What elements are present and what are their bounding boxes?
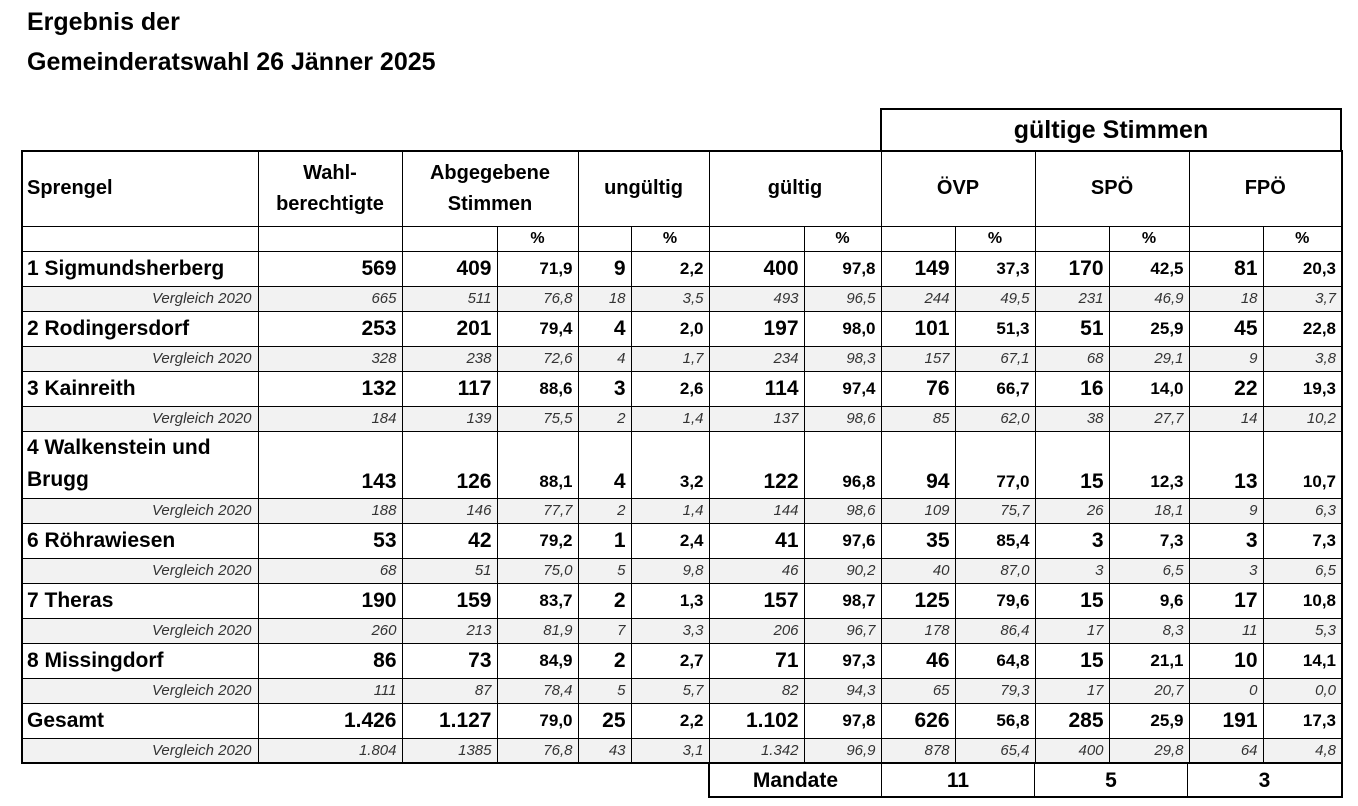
table-cell: 2,6 [631,371,709,406]
table-cell: 97,8 [804,703,881,738]
comparison-cell: 6,3 [1263,498,1342,523]
table-cell: 10 [1189,643,1263,678]
table-cell: 1.102 [709,703,804,738]
comparison-label: Vergleich 2020 [22,678,258,703]
table-cell: 19,3 [1263,371,1342,406]
mandate-spoe: 5 [1035,764,1188,796]
table-cell: 197 [709,311,804,346]
comparison-cell: 68 [1035,346,1109,371]
table-cell: 97,3 [804,643,881,678]
pct-header: % [1263,226,1342,251]
comparison-cell: 2 [578,498,631,523]
comparison-cell: 878 [881,738,955,763]
blank-cell [709,226,804,251]
comparison-cell: 3,5 [631,286,709,311]
comparison-cell: 11 [1189,618,1263,643]
comparison-cell: 5,3 [1263,618,1342,643]
table-row [22,583,1342,618]
table-cell: 2 [578,583,631,618]
comparison-cell: 75,5 [497,406,578,431]
comparison-cell: 3 [1189,558,1263,583]
table-cell: 117 [402,371,497,406]
table-cell: 20,3 [1263,251,1342,286]
pct-header: % [497,226,578,251]
comparison-cell: 234 [709,346,804,371]
comparison-cell: 68 [258,558,402,583]
comparison-cell: 65 [881,678,955,703]
page-title-line-1: Ergebnis der [27,8,180,36]
blank-cell [1035,226,1109,251]
comparison-label: Vergleich 2020 [22,738,258,763]
sprengel-name: 8 Missingdorf [22,643,258,678]
sprengel-name: Gesamt [22,703,258,738]
comparison-cell: 137 [709,406,804,431]
comparison-cell: 146 [402,498,497,523]
sprengel-name: 3 Kainreith [22,371,258,406]
comparison-cell: 10,2 [1263,406,1342,431]
table-cell: 4 [578,311,631,346]
comparison-cell: 64 [1189,738,1263,763]
comparison-cell: 78,4 [497,678,578,703]
table-cell: 14,0 [1109,371,1189,406]
comparison-cell: 40 [881,558,955,583]
table-cell: 73 [402,643,497,678]
table-cell: 86 [258,643,402,678]
table-cell: 96,8 [804,431,881,498]
comparison-cell: 328 [258,346,402,371]
comparison-cell: 4,8 [1263,738,1342,763]
comparison-cell: 98,6 [804,498,881,523]
comparison-cell: 29,8 [1109,738,1189,763]
table-cell: 51,3 [955,311,1035,346]
table-cell: 15 [1035,431,1109,498]
table-cell: 21,1 [1109,643,1189,678]
sprengel-name: 6 Röhrawiesen [22,523,258,558]
comparison-cell: 96,9 [804,738,881,763]
blank-cell [402,226,497,251]
comparison-cell: 26 [1035,498,1109,523]
table-cell: 3 [578,371,631,406]
table-cell: 190 [258,583,402,618]
header-row [22,151,1342,226]
comparison-cell: 665 [258,286,402,311]
comparison-row [22,406,1342,431]
table-cell: 79,2 [497,523,578,558]
table-cell: 285 [1035,703,1109,738]
table-cell: 626 [881,703,955,738]
table-cell: 122 [709,431,804,498]
comparison-cell: 46,9 [1109,286,1189,311]
table-cell: 79,4 [497,311,578,346]
table-cell: 16 [1035,371,1109,406]
comparison-cell: 18 [1189,286,1263,311]
table-cell: 42 [402,523,497,558]
comparison-cell: 400 [1035,738,1109,763]
table-cell: 2,4 [631,523,709,558]
comparison-cell: 213 [402,618,497,643]
comparison-cell: 178 [881,618,955,643]
comparison-cell: 49,5 [955,286,1035,311]
table-cell: 22 [1189,371,1263,406]
header-sprengel: Sprengel [22,151,258,226]
comparison-cell: 87 [402,678,497,703]
table-cell: 132 [258,371,402,406]
comparison-cell: 9 [1189,498,1263,523]
table-cell: 35 [881,523,955,558]
comparison-cell: 111 [258,678,402,703]
comparison-cell: 0 [1189,678,1263,703]
table-cell: 4 [578,431,631,498]
table-cell: 79,6 [955,583,1035,618]
table-cell: 2,7 [631,643,709,678]
table-cell: 9,6 [1109,583,1189,618]
comparison-cell: 17 [1035,618,1109,643]
table-cell: 170 [1035,251,1109,286]
table-cell: 97,4 [804,371,881,406]
table-cell: 66,7 [955,371,1035,406]
table-cell: 409 [402,251,497,286]
table-cell: 76 [881,371,955,406]
table-cell: 85,4 [955,523,1035,558]
table-cell: 2,2 [631,251,709,286]
table-cell: 9 [578,251,631,286]
comparison-cell: 94,3 [804,678,881,703]
table-cell: 79,0 [497,703,578,738]
comparison-cell: 157 [881,346,955,371]
table-row [22,371,1342,406]
table-row [22,311,1342,346]
comparison-cell: 493 [709,286,804,311]
comparison-cell: 98,3 [804,346,881,371]
table-cell: 17 [1189,583,1263,618]
comparison-row [22,498,1342,523]
comparison-cell: 76,8 [497,738,578,763]
comparison-cell: 3,3 [631,618,709,643]
table-cell: 10,7 [1263,431,1342,498]
table-row [22,703,1342,738]
comparison-cell: 18,1 [1109,498,1189,523]
comparison-cell: 62,0 [955,406,1035,431]
table-row [22,431,1342,498]
table-row [22,251,1342,286]
table-row [22,643,1342,678]
comparison-row [22,558,1342,583]
table-cell: 51 [1035,311,1109,346]
comparison-cell: 2 [578,406,631,431]
sprengel-name: 7 Theras [22,583,258,618]
comparison-cell: 27,7 [1109,406,1189,431]
table-cell: 83,7 [497,583,578,618]
header-abgegebene-stimmen: Abgegebene Stimmen [402,151,578,226]
comparison-cell: 3,1 [631,738,709,763]
table-cell: 64,8 [955,643,1035,678]
comparison-label: Vergleich 2020 [22,498,258,523]
table-cell: 41 [709,523,804,558]
table-cell: 25,9 [1109,311,1189,346]
comparison-cell: 29,1 [1109,346,1189,371]
sprengel-name: 4 Walkenstein und Brugg [22,431,258,498]
mandate-fpoe: 3 [1258,769,1271,792]
comparison-row [22,286,1342,311]
comparison-cell: 511 [402,286,497,311]
comparison-cell: 14 [1189,406,1263,431]
table-cell: 98,0 [804,311,881,346]
comparison-cell: 72,6 [497,346,578,371]
comparison-cell: 9,8 [631,558,709,583]
comparison-cell: 3 [1035,558,1109,583]
comparison-cell: 4 [578,346,631,371]
table-cell: 3 [1189,523,1263,558]
comparison-cell: 6,5 [1109,558,1189,583]
table-cell: 14,1 [1263,643,1342,678]
table-cell: 98,7 [804,583,881,618]
table-cell: 2 [578,643,631,678]
comparison-cell: 184 [258,406,402,431]
comparison-cell: 96,7 [804,618,881,643]
table-cell: 10,8 [1263,583,1342,618]
blank-cell [258,226,402,251]
table-cell: 53 [258,523,402,558]
sprengel-name: 1 Sigmundsherberg [22,251,258,286]
comparison-cell: 1.804 [258,738,402,763]
comparison-cell: 1,7 [631,346,709,371]
table-cell: 15 [1035,643,1109,678]
table-cell: 37,3 [955,251,1035,286]
table-row [22,523,1342,558]
comparison-cell: 86,4 [955,618,1035,643]
table-cell: 3 [1035,523,1109,558]
table-cell: 3,2 [631,431,709,498]
table-cell: 97,6 [804,523,881,558]
table-cell: 7,3 [1109,523,1189,558]
mandate-oevp: 11 [882,764,1035,796]
election-results-table [21,150,1343,764]
table-cell: 94 [881,431,955,498]
comparison-cell: 85 [881,406,955,431]
comparison-label: Vergleich 2020 [22,286,258,311]
table-cell: 114 [709,371,804,406]
table-cell: 84,9 [497,643,578,678]
comparison-cell: 260 [258,618,402,643]
percent-header-row [22,226,1342,251]
comparison-cell: 5 [578,678,631,703]
table-cell: 13 [1189,431,1263,498]
blank-cell [578,226,631,251]
comparison-cell: 43 [578,738,631,763]
header-wahlberechtigte: Wahl- berechtigte [258,151,402,226]
comparison-cell: 20,7 [1109,678,1189,703]
comparison-cell: 90,2 [804,558,881,583]
mandate-row [708,764,1343,798]
table-cell: 143 [258,431,402,498]
pct-header: % [804,226,881,251]
table-cell: 1 [578,523,631,558]
comparison-cell: 79,3 [955,678,1035,703]
table-cell: 97,8 [804,251,881,286]
table-cell: 126 [402,431,497,498]
comparison-cell: 75,0 [497,558,578,583]
table-cell: 88,1 [497,431,578,498]
table-cell: 149 [881,251,955,286]
comparison-cell: 67,1 [955,346,1035,371]
comparison-cell: 9 [1189,346,1263,371]
table-cell: 42,5 [1109,251,1189,286]
comparison-cell: 231 [1035,286,1109,311]
table-cell: 1.127 [402,703,497,738]
mandate-label: Mandate [710,764,882,796]
table-cell: 7,3 [1263,523,1342,558]
comparison-cell: 75,7 [955,498,1035,523]
comparison-cell: 3,8 [1263,346,1342,371]
comparison-cell: 96,5 [804,286,881,311]
comparison-cell: 17 [1035,678,1109,703]
header-oevp: ÖVP [881,151,1035,226]
table-cell: 101 [881,311,955,346]
comparison-cell: 1,4 [631,498,709,523]
comparison-cell: 1.342 [709,738,804,763]
table-cell: 125 [881,583,955,618]
comparison-row [22,618,1342,643]
comparison-cell: 109 [881,498,955,523]
table-cell: 1,3 [631,583,709,618]
table-cell: 400 [709,251,804,286]
table-cell: 25,9 [1109,703,1189,738]
comparison-cell: 1385 [402,738,497,763]
comparison-cell: 65,4 [955,738,1035,763]
comparison-cell: 188 [258,498,402,523]
comparison-cell: 0,0 [1263,678,1342,703]
comparison-label: Vergleich 2020 [22,558,258,583]
table-cell: 2,0 [631,311,709,346]
blank-cell [1189,226,1263,251]
table-cell: 191 [1189,703,1263,738]
comparison-cell: 38 [1035,406,1109,431]
table-cell: 88,6 [497,371,578,406]
comparison-cell: 6,5 [1263,558,1342,583]
valid-votes-group-header: gültige Stimmen [880,108,1342,150]
table-cell: 81 [1189,251,1263,286]
header-spoe: SPÖ [1035,151,1189,226]
comparison-cell: 1,4 [631,406,709,431]
comparison-cell: 81,9 [497,618,578,643]
pct-header: % [955,226,1035,251]
comparison-cell: 7 [578,618,631,643]
table-cell: 71,9 [497,251,578,286]
table-cell: 15 [1035,583,1109,618]
comparison-cell: 139 [402,406,497,431]
table-cell: 12,3 [1109,431,1189,498]
comparison-cell: 82 [709,678,804,703]
comparison-label: Vergleich 2020 [22,346,258,371]
comparison-cell: 76,8 [497,286,578,311]
table-cell: 45 [1189,311,1263,346]
comparison-cell: 5 [578,558,631,583]
table-cell: 77,0 [955,431,1035,498]
table-cell: 22,8 [1263,311,1342,346]
comparison-row [22,678,1342,703]
table-cell: 1.426 [258,703,402,738]
comparison-cell: 206 [709,618,804,643]
header-fpoe: FPÖ [1189,151,1342,226]
header-gueltig: gültig [709,151,881,226]
page-title-line-2: Gemeinderatswahl 26 Jänner 2025 [27,48,436,76]
header-ungueltig: ungültig [578,151,709,226]
table-cell: 56,8 [955,703,1035,738]
comparison-label: Vergleich 2020 [22,406,258,431]
blank-cell [22,226,258,251]
table-cell: 569 [258,251,402,286]
pct-header: % [1109,226,1189,251]
comparison-cell: 3,7 [1263,286,1342,311]
comparison-cell: 46 [709,558,804,583]
table-cell: 46 [881,643,955,678]
comparison-row [22,738,1342,763]
table-cell: 71 [709,643,804,678]
table-cell: 157 [709,583,804,618]
comparison-cell: 98,6 [804,406,881,431]
comparison-cell: 8,3 [1109,618,1189,643]
pct-header: % [631,226,709,251]
comparison-cell: 244 [881,286,955,311]
comparison-cell: 144 [709,498,804,523]
table-cell: 2,2 [631,703,709,738]
blank-cell [881,226,955,251]
comparison-cell: 51 [402,558,497,583]
comparison-cell: 18 [578,286,631,311]
table-cell: 201 [402,311,497,346]
comparison-row [22,346,1342,371]
comparison-label: Vergleich 2020 [22,618,258,643]
table-cell: 159 [402,583,497,618]
table-cell: 17,3 [1263,703,1342,738]
comparison-cell: 87,0 [955,558,1035,583]
table-cell: 253 [258,311,402,346]
table-cell: 25 [578,703,631,738]
comparison-cell: 5,7 [631,678,709,703]
comparison-cell: 238 [402,346,497,371]
comparison-cell: 77,7 [497,498,578,523]
sprengel-name: 2 Rodingersdorf [22,311,258,346]
